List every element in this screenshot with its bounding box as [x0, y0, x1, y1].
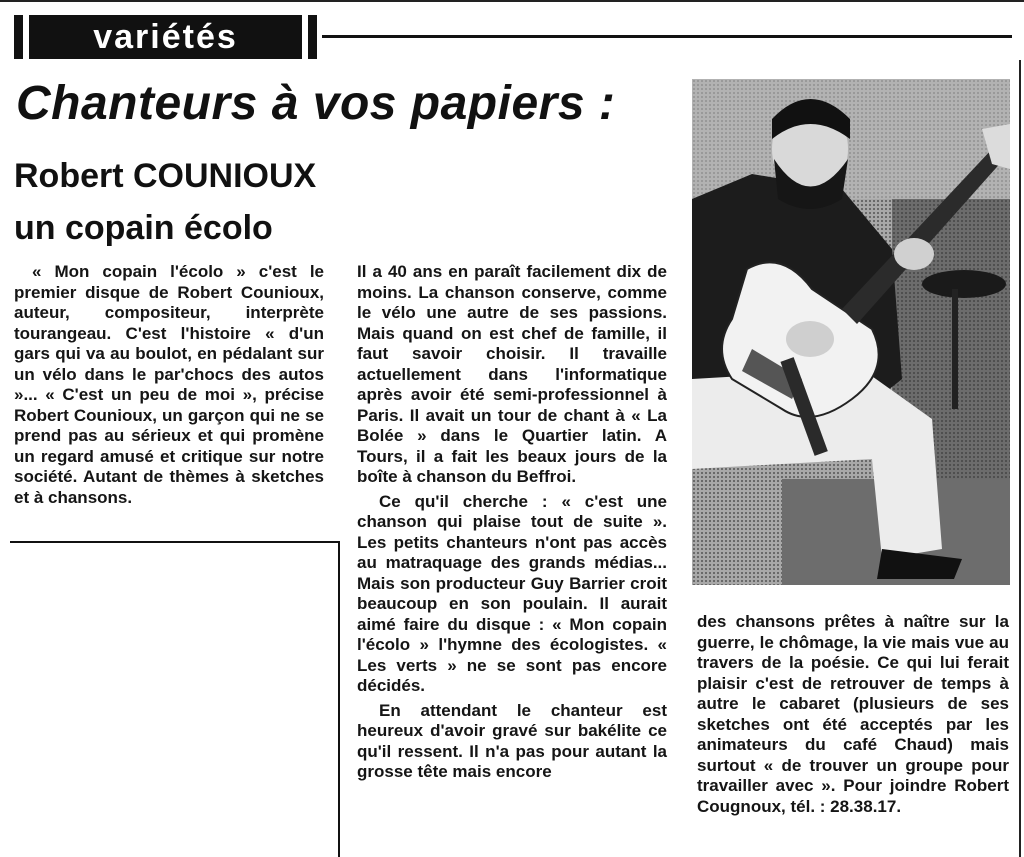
article-column-3 — [697, 612, 1009, 817]
paragraph: « Mon copain l'écolo » c'est le premier disque de Robert Counioux, auteur, compositeur, interprète tourangeau. C'est l'histoire « d'un gars qui va au boulot, en pédalant sur un vélo dans le par'chocs des autos »... « C'est un peu de moi », précise Robert Counioux, un garçon qui ne se prend pas au sérieux et qui promène un regard amusé et critique sur notre société. Autant de thèmes à sketches et à chansons. — [14, 262, 324, 507]
column-rule-horizontal — [10, 541, 340, 543]
subhead-line-2: un copain écolo — [14, 209, 273, 247]
top-border — [0, 0, 1024, 2]
rubric-rule — [322, 35, 1012, 38]
subhead-line-1: Robert COUNIOUX — [14, 157, 317, 195]
paragraph: En attendant le chanteur est heureux d'avoir gravé sur bakélite ce qu'il ressent. Il n'a pas pour autant la grosse tête mais encore — [357, 700, 667, 781]
paragraph: Ce qu'il cherche : « c'est une chanson qui plaise tout de suite ». Les petits chanteurs n'ont pas accès au matraquage des grands médias... Mais son producteur Guy Barrier croit beaucoup en son poulain. Il aurait aimé faire du disque : « Mon copain l'écolo » l'hymne des écologistes. « Les verts » ne se sont pas encore décidés. — [357, 491, 667, 695]
subheadline — [14, 150, 374, 254]
headline: Chanteurs à vos papiers : — [16, 77, 616, 130]
column-rule-vertical — [338, 541, 340, 857]
article-column-2 — [357, 262, 667, 783]
article-column-1 — [14, 262, 324, 508]
paragraph: Il a 40 ans en paraît facilement dix de moins. La chanson conserve, comme le vélo une autre de ses passions. Mais quand on est chef de famille, il faut savoir choisir. Il travaille actuellement dans l'informatique après avoir été semi-professionnel à Paris. Il avait un tour de chant à « La Bolée » dans le Quartier latin. A Tours, il a fait les beaux jours de la boîte à chanson du Beffroi. — [357, 262, 667, 486]
right-border — [1019, 60, 1021, 857]
rubric-bar-left — [14, 15, 23, 59]
rubric-label: variétés — [29, 15, 302, 59]
guitarist-photo-icon — [692, 79, 1010, 585]
paragraph: des chansons prêtes à naître sur la guerre, le chômage, la vie mais vue au travers de la poésie. Ce qui lui ferait plaisir c'est de retrouver de temps à autre le cabaret (plusieurs de ses sketches ont été acceptés par les animateurs du café Chaud) mais surtout « de trouver un groupe pour travailler avec ». Pour joindre Robert Cougnoux, tél. : 28.38.17. — [697, 612, 1009, 816]
rubric-bar-right — [308, 15, 317, 59]
